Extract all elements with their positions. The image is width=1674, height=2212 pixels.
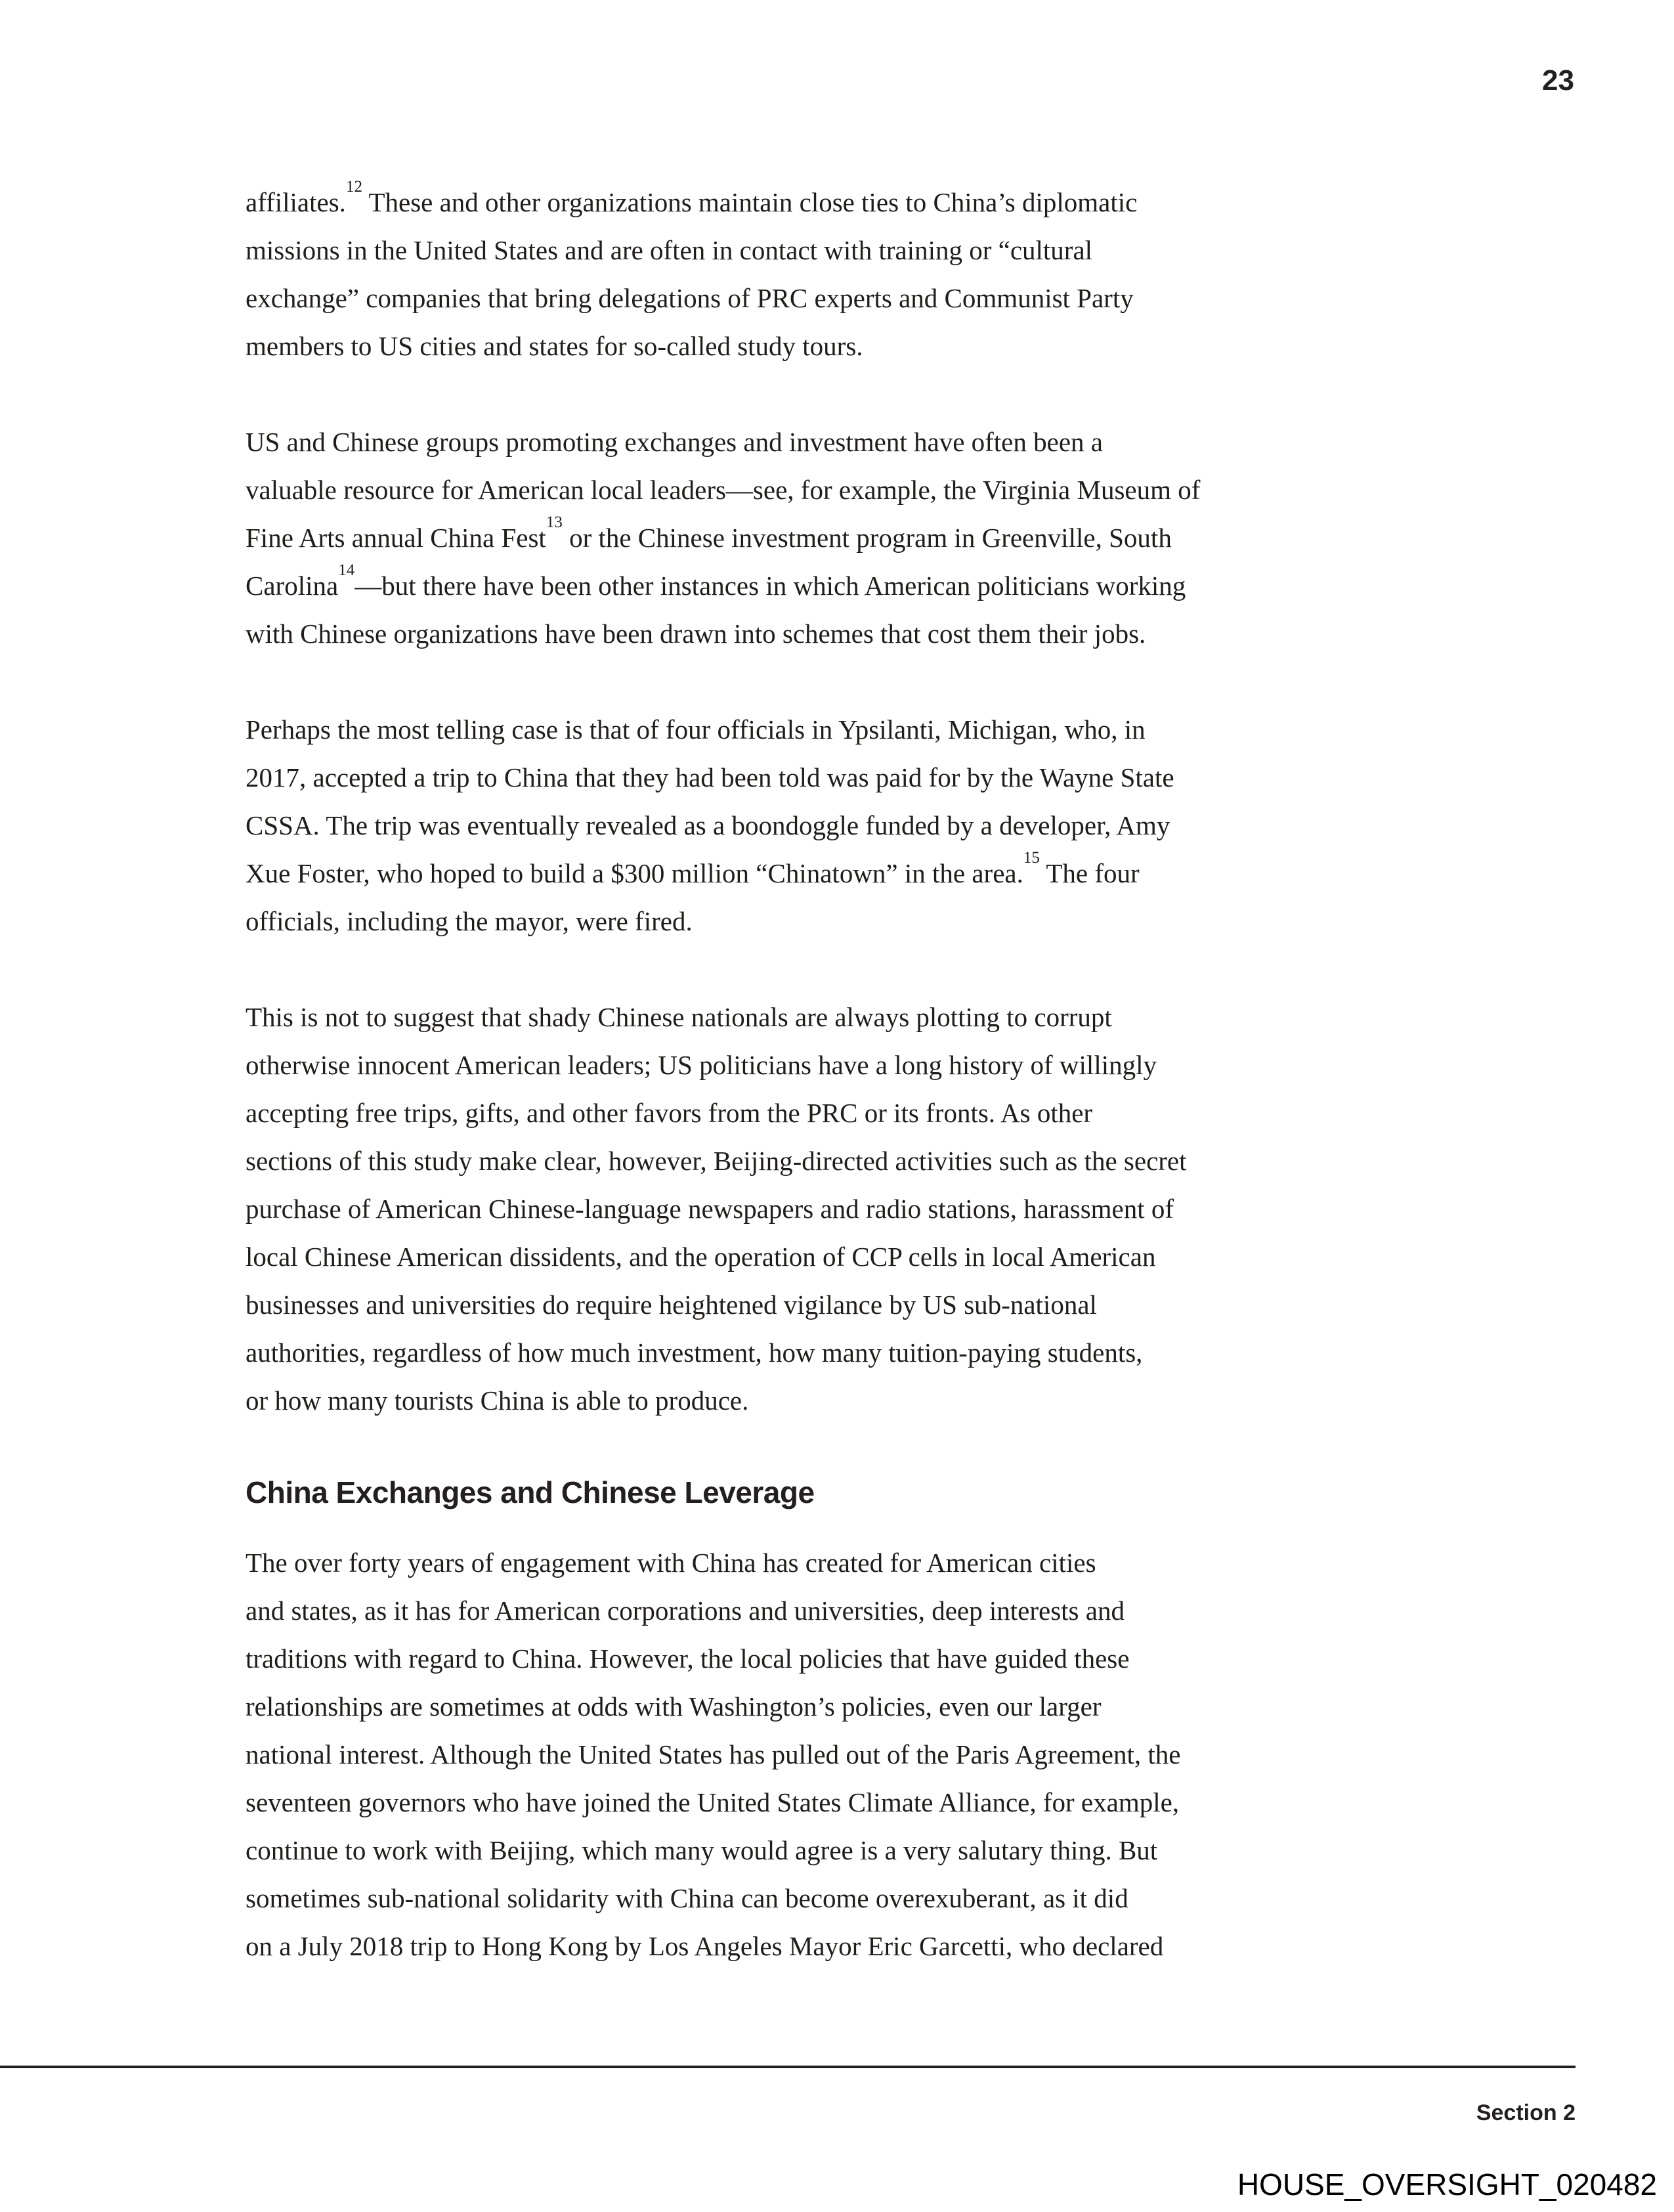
text-line: and states, as it has for American corporations and universities, deep interests and <box>246 1595 1125 1626</box>
section-heading: China Exchanges and Chinese Leverage <box>246 1475 815 1509</box>
paragraph <box>246 706 1362 945</box>
text-line: traditions with regard to China. However, the local policies that have guided these <box>246 1643 1130 1674</box>
text-line: US and Chinese groups promoting exchanges and investment have often been a <box>246 427 1103 457</box>
paragraph <box>246 179 1362 370</box>
text-line: Perhaps the most telling case is that of four officials in Ypsilanti, Michigan, who, in <box>246 714 1146 745</box>
text-line: CSSA. The trip was eventually revealed as a boondoggle funded by a developer, Amy <box>246 810 1170 840</box>
text-line: valuable resource for American local leaders—see, for example, the Virginia Museum of <box>246 475 1201 505</box>
text-line: Xue Foster, who hoped to build a $300 million “Chinatown” in the area.$^{15}$ The four <box>246 849 1140 888</box>
text-line: with Chinese organizations have been drawn into schemes that cost them their jobs. <box>246 618 1146 649</box>
paragraph <box>246 1539 1362 1970</box>
text-line: businesses and universities do require heightened vigilance by US sub-national <box>246 1290 1097 1320</box>
text-line: continue to work with Beijing, which many would agree is a very salutary thing. But <box>246 1835 1158 1865</box>
text-line: 2017, accepted a trip to China that they had been told was paid for by the Wayne State <box>246 762 1174 792</box>
text-line: missions in the United States and are often in contact with training or “cultural <box>246 235 1093 265</box>
bates-number: HOUSE_OVERSIGHT_020482 <box>1237 2167 1657 2201</box>
text-line: otherwise innocent American leaders; US politicians have a long history of willingly <box>246 1050 1157 1080</box>
text-line: local Chinese American dissidents, and the operation of CCP cells in local American <box>246 1242 1156 1272</box>
footnote-reference: 15 <box>1023 849 1040 867</box>
text-line: or how many tourists China is able to produce. <box>246 1385 749 1416</box>
footnote-reference: 12 <box>345 178 362 196</box>
text-line: authorities, regardless of how much investment, how many tuition-paying students, <box>246 1337 1143 1368</box>
text-line: officials, including the mayor, were fired. <box>246 906 693 936</box>
text-line: affiliates.$^{12}$ These and other organizations maintain close ties to China’s diplomatic <box>246 178 1138 217</box>
text-line: The over forty years of engagement with China has created for American cities <box>246 1548 1096 1578</box>
footer-rule <box>0 2066 1576 2068</box>
footer-section-label: Section 2 <box>1476 2100 1576 2125</box>
paragraph <box>246 993 1362 1425</box>
body-text <box>246 179 1362 2018</box>
paragraph <box>246 418 1362 658</box>
text-line: seventeen governors who have joined the United States Climate Alliance, for example, <box>246 1787 1180 1817</box>
text-line: This is not to suggest that shady Chinese nationals are always plotting to corrupt <box>246 1002 1112 1032</box>
text-line: national interest. Although the United States has pulled out of the Paris Agreement, the <box>246 1739 1181 1769</box>
footnote-reference: 13 <box>546 513 563 532</box>
text-line: sometimes sub-national solidarity with China can become overexuberant, as it did <box>246 1883 1128 1913</box>
footnote-reference: 14 <box>338 561 355 580</box>
text-line: members to US cities and states for so-called study tours. <box>246 331 863 361</box>
text-line: relationships are sometimes at odds with Washington’s policies, even our larger <box>246 1691 1102 1722</box>
page-number: 23 <box>1542 64 1574 97</box>
text-line: Fine Arts annual China Fest$^{13}$ or the Chinese investment program in Greenville, South <box>246 513 1172 553</box>
text-line: exchange” companies that bring delegations of PRC experts and Communist Party <box>246 283 1134 313</box>
text-line: sections of this study make clear, however, Beijing-directed activities such as the secret <box>246 1146 1187 1176</box>
text-line: Carolina$^{14}$—but there have been other instances in which American politicians working <box>246 561 1186 601</box>
text-line: accepting free trips, gifts, and other favors from the PRC or its fronts. As other <box>246 1098 1093 1128</box>
text-line: purchase of American Chinese-language newspapers and radio stations, harassment of <box>246 1194 1174 1224</box>
text-line: on a July 2018 trip to Hong Kong by Los Angeles Mayor Eric Garcetti, who declared <box>246 1931 1164 1961</box>
